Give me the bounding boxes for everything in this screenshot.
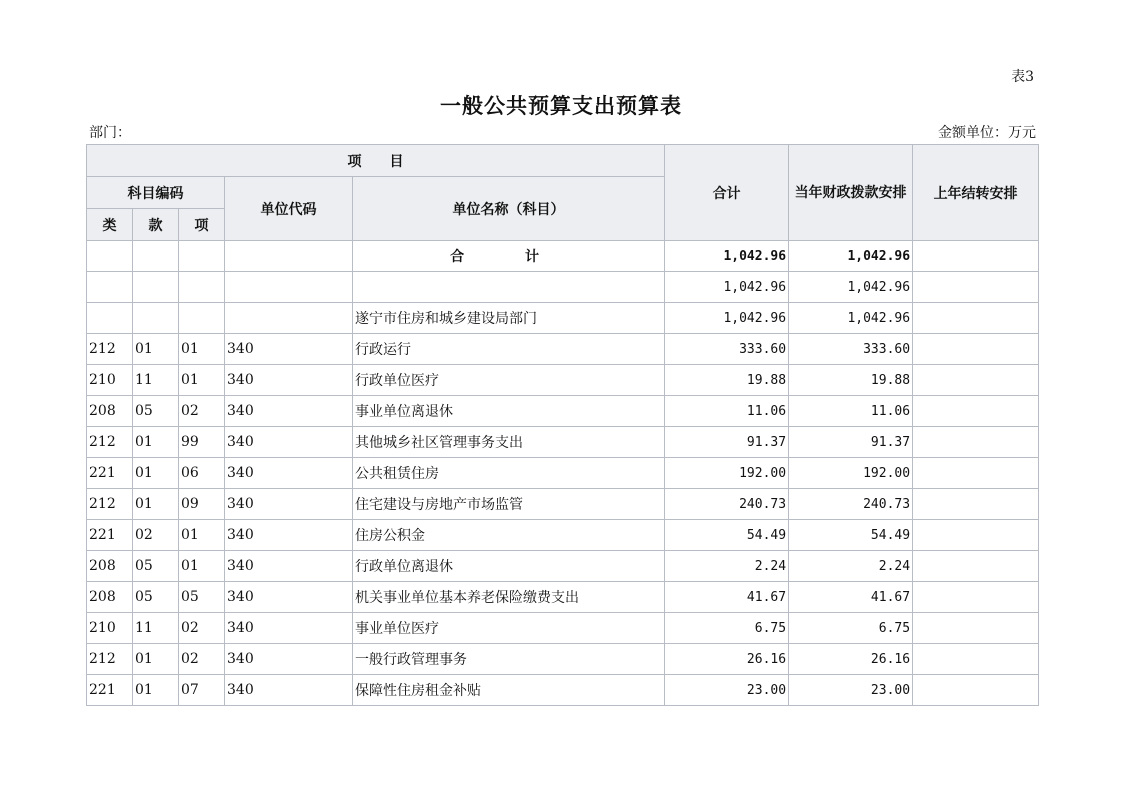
lei-cell: 212	[87, 427, 133, 458]
table-row	[87, 272, 1039, 303]
total-cell: 6.75	[665, 613, 789, 644]
total-lei-cell	[87, 241, 133, 272]
table-row	[87, 303, 1039, 334]
last-year-cell	[913, 675, 1039, 706]
unit-name-cell: 住房公积金	[353, 520, 665, 551]
lei-cell: 221	[87, 675, 133, 706]
table-header	[87, 145, 1039, 241]
department-label: 部门：	[89, 125, 131, 141]
last-year-cell	[913, 489, 1039, 520]
unit-code-cell	[225, 303, 353, 334]
kuan-cell: 02	[133, 520, 179, 551]
unit-name-cell: 事业单位医疗	[353, 613, 665, 644]
budget-table	[86, 144, 1039, 706]
kuan-cell: 01	[133, 489, 179, 520]
current-year-cell: 26.16	[789, 644, 913, 675]
last-year-cell	[913, 396, 1039, 427]
total-cell: 1,042.96	[665, 272, 789, 303]
lei-cell: 221	[87, 458, 133, 489]
kuan-cell: 05	[133, 582, 179, 613]
unit-code-cell: 340	[225, 396, 353, 427]
table-row	[87, 675, 1039, 706]
table-row	[87, 644, 1039, 675]
table-row	[87, 396, 1039, 427]
last-year-cell	[913, 551, 1039, 582]
total-cell: 2.24	[665, 551, 789, 582]
xiang-cell: 05	[179, 582, 225, 613]
header-xiang: 项	[179, 209, 225, 241]
last-year-cell	[913, 613, 1039, 644]
lei-cell: 212	[87, 489, 133, 520]
header-project: 项 目	[87, 145, 665, 177]
xiang-cell: 01	[179, 551, 225, 582]
table-row	[87, 458, 1039, 489]
kuan-cell: 05	[133, 551, 179, 582]
kuan-cell: 11	[133, 365, 179, 396]
total-cell: 91.37	[665, 427, 789, 458]
table-row	[87, 551, 1039, 582]
unit-code-cell	[225, 272, 353, 303]
table-row	[87, 334, 1039, 365]
lei-cell: 210	[87, 613, 133, 644]
table-row	[87, 489, 1039, 520]
lei-cell: 221	[87, 520, 133, 551]
total-cell: 26.16	[665, 644, 789, 675]
total-last-year	[913, 241, 1039, 272]
table-number: 表3	[1011, 69, 1034, 85]
total-cell: 240.73	[665, 489, 789, 520]
lei-cell	[87, 303, 133, 334]
kuan-cell: 01	[133, 644, 179, 675]
last-year-cell	[913, 334, 1039, 365]
total-cell: 41.67	[665, 582, 789, 613]
unit-name-cell: 行政单位医疗	[353, 365, 665, 396]
current-year-cell: 54.49	[789, 520, 913, 551]
unit-name-cell	[353, 272, 665, 303]
kuan-cell: 11	[133, 613, 179, 644]
total-cell: 1,042.96	[665, 303, 789, 334]
unit-name-cell: 一般行政管理事务	[353, 644, 665, 675]
amount-unit-label: 金额单位：万元	[938, 125, 1036, 141]
unit-name-cell: 保障性住房租金补贴	[353, 675, 665, 706]
header-last-year: 上年结转安排	[913, 145, 1039, 241]
header-current-year: 当年财政拨款安排	[789, 145, 913, 241]
kuan-cell: 05	[133, 396, 179, 427]
last-year-cell	[913, 582, 1039, 613]
xiang-cell: 99	[179, 427, 225, 458]
kuan-cell: 01	[133, 675, 179, 706]
unit-name-cell: 行政单位离退休	[353, 551, 665, 582]
last-year-cell	[913, 520, 1039, 551]
unit-name-cell: 公共租赁住房	[353, 458, 665, 489]
lei-cell	[87, 272, 133, 303]
last-year-cell	[913, 272, 1039, 303]
total-cell: 11.06	[665, 396, 789, 427]
xiang-cell: 06	[179, 458, 225, 489]
table-row	[87, 582, 1039, 613]
lei-cell: 212	[87, 644, 133, 675]
unit-code-cell: 340	[225, 458, 353, 489]
current-year-cell: 11.06	[789, 396, 913, 427]
unit-code-cell: 340	[225, 334, 353, 365]
unit-code-cell: 340	[225, 427, 353, 458]
current-year-cell: 2.24	[789, 551, 913, 582]
total-row	[87, 241, 1039, 272]
unit-name-cell: 其他城乡社区管理事务支出	[353, 427, 665, 458]
lei-cell: 208	[87, 582, 133, 613]
unit-code-cell: 340	[225, 675, 353, 706]
unit-code-cell: 340	[225, 520, 353, 551]
xiang-cell: 01	[179, 334, 225, 365]
last-year-cell	[913, 303, 1039, 334]
header-unit-code: 单位代码	[225, 177, 353, 241]
unit-name-cell: 行政运行	[353, 334, 665, 365]
last-year-cell	[913, 644, 1039, 675]
current-year-cell: 91.37	[789, 427, 913, 458]
kuan-cell: 01	[133, 458, 179, 489]
table-body	[87, 241, 1039, 706]
current-year-cell: 1,042.96	[789, 272, 913, 303]
total-amount: 1,042.96	[665, 241, 789, 272]
last-year-cell	[913, 427, 1039, 458]
current-year-cell: 240.73	[789, 489, 913, 520]
current-year-cell: 6.75	[789, 613, 913, 644]
xiang-cell: 07	[179, 675, 225, 706]
lei-cell: 208	[87, 551, 133, 582]
xiang-cell: 01	[179, 520, 225, 551]
unit-name-cell: 机关事业单位基本养老保险缴费支出	[353, 582, 665, 613]
header-unit-name: 单位名称（科目）	[353, 177, 665, 241]
table-row	[87, 365, 1039, 396]
xiang-cell: 02	[179, 644, 225, 675]
total-current-year: 1,042.96	[789, 241, 913, 272]
total-cell: 23.00	[665, 675, 789, 706]
total-cell: 54.49	[665, 520, 789, 551]
xiang-cell: 02	[179, 613, 225, 644]
unit-name-cell: 住宅建设与房地产市场监管	[353, 489, 665, 520]
kuan-cell: 01	[133, 427, 179, 458]
xiang-cell: 02	[179, 396, 225, 427]
current-year-cell: 19.88	[789, 365, 913, 396]
current-year-cell: 333.60	[789, 334, 913, 365]
page-title: 一般公共预算支出预算表	[440, 93, 682, 118]
unit-name-cell: 事业单位离退休	[353, 396, 665, 427]
header-subject-code: 科目编码	[87, 177, 225, 209]
kuan-cell: 01	[133, 334, 179, 365]
table-row	[87, 613, 1039, 644]
total-kuan-cell	[133, 241, 179, 272]
xiang-cell	[179, 272, 225, 303]
last-year-cell	[913, 365, 1039, 396]
last-year-cell	[913, 458, 1039, 489]
kuan-cell	[133, 303, 179, 334]
unit-code-cell: 340	[225, 365, 353, 396]
lei-cell: 210	[87, 365, 133, 396]
xiang-cell	[179, 303, 225, 334]
total-cell: 192.00	[665, 458, 789, 489]
current-year-cell: 192.00	[789, 458, 913, 489]
total-unit-code-cell	[225, 241, 353, 272]
unit-code-cell: 340	[225, 644, 353, 675]
current-year-cell: 23.00	[789, 675, 913, 706]
total-cell: 19.88	[665, 365, 789, 396]
unit-code-cell: 340	[225, 551, 353, 582]
header-lei: 类	[87, 209, 133, 241]
xiang-cell: 01	[179, 365, 225, 396]
total-label: 合 计	[353, 241, 665, 272]
header-kuan: 款	[133, 209, 179, 241]
unit-code-cell: 340	[225, 613, 353, 644]
table-row	[87, 520, 1039, 551]
xiang-cell: 09	[179, 489, 225, 520]
kuan-cell	[133, 272, 179, 303]
unit-code-cell: 340	[225, 582, 353, 613]
table-row	[87, 427, 1039, 458]
unit-code-cell: 340	[225, 489, 353, 520]
lei-cell: 212	[87, 334, 133, 365]
lei-cell: 208	[87, 396, 133, 427]
total-cell: 333.60	[665, 334, 789, 365]
unit-name-cell: 遂宁市住房和城乡建设局部门	[353, 303, 665, 334]
current-year-cell: 1,042.96	[789, 303, 913, 334]
current-year-cell: 41.67	[789, 582, 913, 613]
header-total: 合计	[665, 145, 789, 241]
total-xiang-cell	[179, 241, 225, 272]
